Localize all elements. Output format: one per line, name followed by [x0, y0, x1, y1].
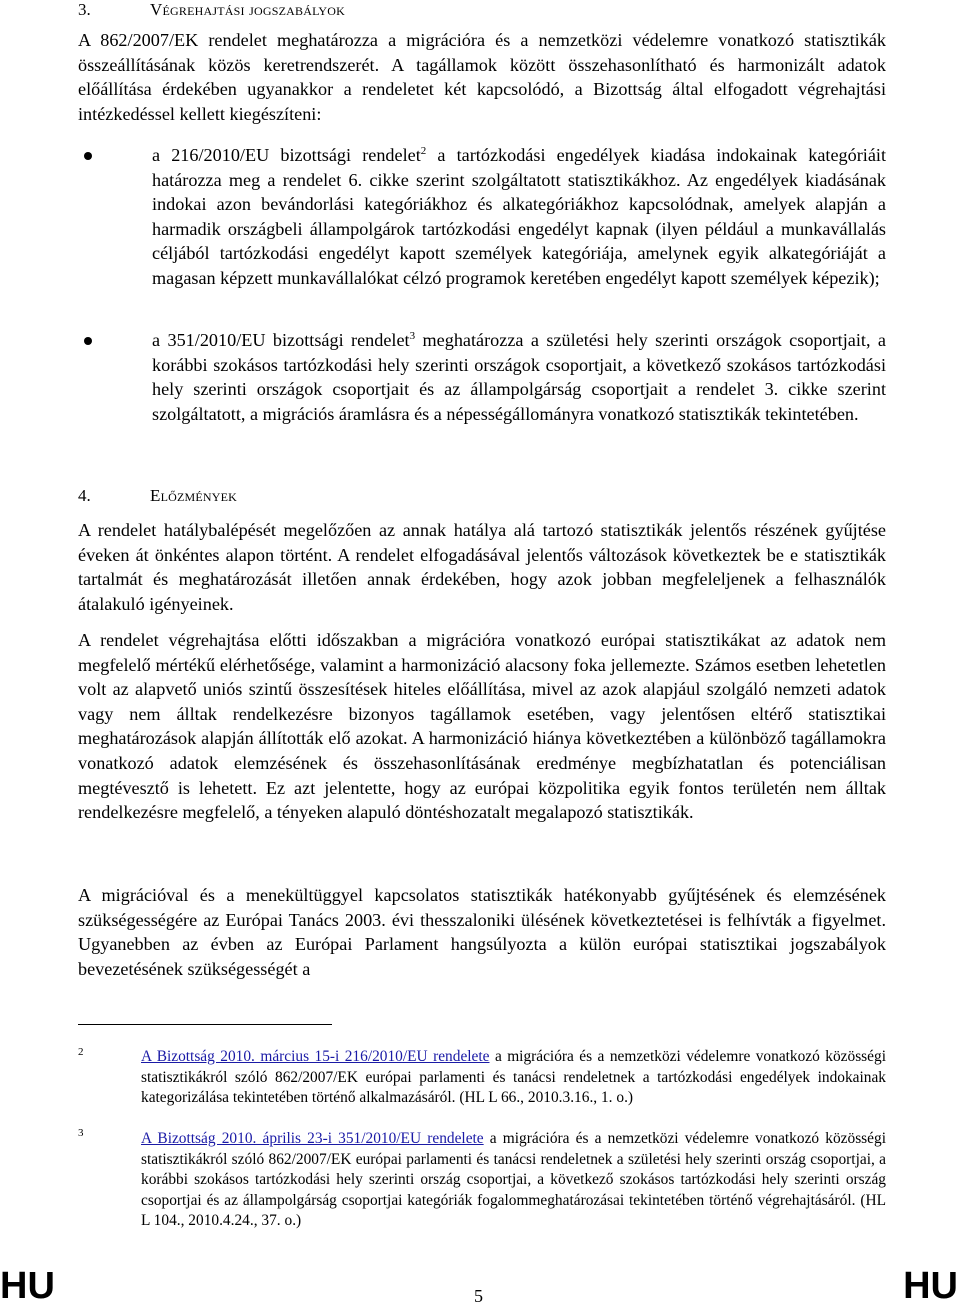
section-4-heading — [78, 486, 238, 506]
section-3-title: Végrehajtási jogszabályok — [150, 0, 345, 19]
section-3-heading — [78, 0, 345, 20]
footnote-2-text: a migrációra és a nemzetközi védelemre vonatkozó közösségi statisztikákról szóló 862/2007/EK európai parlamenti és tanácsi rendeletnek a tartózkodási engedélyek indokainak kategorizálása tekintetében történő alkalmazásáról. (HL L 66., 2010.3.16., 1. o.) — [141, 1048, 886, 1106]
section-4-title: Előzmények — [150, 486, 238, 505]
footnote-2-number: 2 — [78, 1046, 84, 1058]
footnote-3-link[interactable]: A Bizottság 2010. április 23-i 351/2010/EU rendelete — [141, 1130, 484, 1147]
section-3-paragraph: A 862/2007/EK rendelet meghatározza a migrációra és a nemzetközi védelemre vonatkozó statisztikák összeállításának közös keretrendszerét. A tagállamok között összehasonlítható és harmonizált adatok előállítása érdekében ugyanakkor a rendeletet két kapcsolódó, a Bizottság által elfogadott végrehajtási intézkedéssel kellett kiegészíteni: — [78, 30, 886, 124]
language-code-right: HU — [903, 1265, 958, 1307]
section-3-number: 3. — [78, 0, 91, 19]
footnote-separator — [78, 1024, 332, 1025]
page-number: 5 — [474, 1286, 483, 1306]
bullet-item-2 — [152, 328, 886, 426]
footnote-2 — [141, 1047, 886, 1109]
language-code-left: HU — [0, 1265, 55, 1307]
section-4-paragraph-3: A migrációval és a menekültüggyel kapcsolatos statisztikák hatékonyabb gyűjtésének és elemzésének szükségességére az Európai Tanács 2003. évi thesszaloniki ülésének következtetései is felhívták a figyelmet. Ugyanebben az évben az Európai Parlament hangsúlyozta a külön európai statisztikai jogszabályok bevezetésének szükségességét a — [78, 885, 886, 979]
bullet-1-before: a 216/2010/EU bizottsági rendelet — [152, 145, 421, 165]
footnote-3 — [141, 1129, 886, 1232]
footnote-ref-3[interactable]: 3 — [409, 329, 416, 342]
bullet-1-after: a tartózkodási engedélyek kiadása indokainak kategóriáit határozza meg a rendelet 6. cikke szerint szolgáltatott statisztikákhoz. Az engedélyek kiadásának indokai azon bevándorlási kategóriákhoz és alkategóriákhoz kapcsolódnak, amelyek alapján a harmadik országbeli állampolgárok tartózkodási engedélyt kapnak (ilyen például a munkavállalás céljából tartózkodási engedélyt kapott személyek kategóriája, amelynek egyik alkategóriáját a magasan képzett munkavállalókat célzó programok keretében engedélyt kapott személyek képezik); — [152, 145, 886, 288]
footnote-3-number: 3 — [78, 1127, 84, 1139]
footnote-2-link[interactable]: A Bizottság 2010. március 15-i 216/2010/EU rendelete — [141, 1048, 490, 1065]
section-4-number: 4. — [78, 486, 91, 505]
bullet-item-1 — [152, 143, 886, 291]
bullet-dot — [84, 337, 92, 345]
section-4-paragraph-1: A rendelet hatálybalépését megelőzően az annak hatálya alá tartozó statisztikák jelentős részének gyűjtése éveken át önkéntes alapon történt. A rendelet elfogadásával jelentős változások következtek be e statisztikák tartalmát és meghatározását illetően annak érdekében, hogy azok jobban megfeleljenek a felhasználók átalakuló igényeinek. — [78, 520, 886, 614]
bullet-2-after: meghatározza a születési hely szerinti országok csoportjait, a korábbi szokásos tartózkodási hely szerinti országok csoportjait, a következő szokásos tartózkodási hely szerinti országok csoportjait és az állampolgárság csoportjait a rendelet 3. cikke szerint szolgáltatott, a migrációs áramlásra és a népességállományra vonatkozó statisztikák tekintetében. — [152, 330, 886, 424]
footnote-ref-2[interactable]: 2 — [420, 144, 427, 157]
footnote-3-text: a migrációra és a nemzetközi védelemre vonatkozó közösségi statisztikákról szóló 862/2007/EK európai parlamenti és tanácsi rendeletnek a születési hely szerinti ország csoportjai, a korábbi szokásos tartózkodási hely szerinti ország csoportjai, a következő szokásos tartózkodási hely szerinti ország csoportjai és az állampolgárság csoportjai kategóriák fogalommeghatározásai tekintetében történő végrehajtásáról. (HL L 104., 2010.4.24., 37. o.) — [141, 1130, 886, 1229]
section-4-paragraph-2: A rendelet végrehajtása előtti időszakban a migrációra vonatkozó európai statisztikákat az adatok nem megfelelő mértékű elérhetősége, valamint a harmonizáció alacsony foka jellemezte. Számos esetben lehetetlen volt az alapvető uniós szintű összesítések hiteles előállítása, mivel az azok alapjául szolgáló nemzeti adatok vagy nem álltak rendelkezésre bizonyos tagállamok esetében, vagy jelentősen eltérő statisztikai meghatározások alapján állították elő azokat. A harmonizáció hiánya következtében a különböző tagállamokra vonatkozó adatok elemzésének és összehasonlításának eredménye megbízhatatlan és potenciálisan megtévesztő is lehetett. Ez azt jelentette, hogy az európai közpolitika egyik fontos területén nem álltak rendelkezésre megfelelő, a tényeken alapuló döntéshozatalt megalapozó statisztikák. — [78, 630, 886, 823]
bullet-2-before: a 351/2010/EU bizottsági rendelet — [152, 330, 410, 350]
bullet-dot — [84, 152, 92, 160]
